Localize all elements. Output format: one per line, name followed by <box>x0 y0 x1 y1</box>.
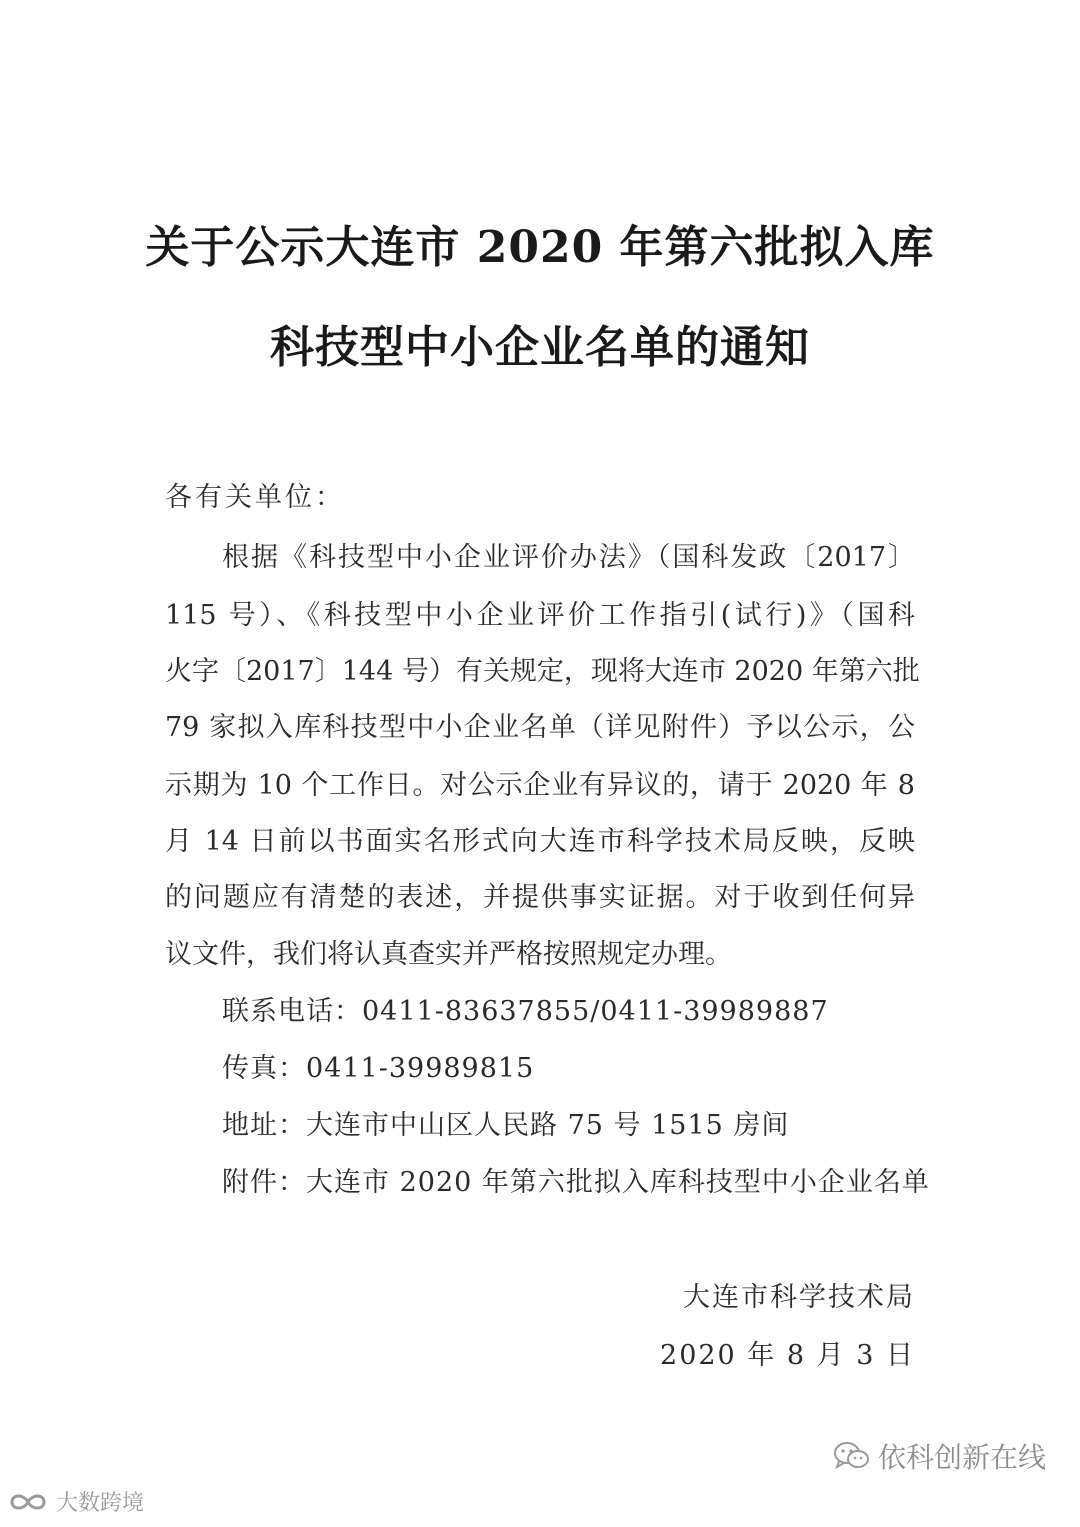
attachment-note: 附件：大连市 2020 年第六批拟入库科技型中小企业名单 <box>222 1167 930 1198</box>
body-line: 月 14 日前以书面实名形式向大连市科学技术局反映，反映 <box>165 826 915 857</box>
issue-date: 2020 年 8 月 3 日 <box>660 1340 915 1371</box>
watermark-brand-text: 大数跨境 <box>56 1491 145 1516</box>
contact-address: 地址：大连市中山区人民路 75 号 1515 房间 <box>222 1110 790 1141</box>
salutation: 各有关单位： <box>165 482 345 513</box>
body-line: 根据《科技型中小企业评价办法》（国科发政〔2017〕 <box>222 542 915 573</box>
wechat-watermark <box>832 1436 1046 1476</box>
issuer-signature: 大连市科学技术局 <box>683 1282 915 1313</box>
contact-phone: 联系电话：0411-83637855/0411-39989887 <box>222 996 829 1027</box>
body-line: 79 家拟入库科技型中小企业名单（详见附件）予以公示，公 <box>165 712 915 743</box>
body-line: 议文件，我们将认真查实并严格按照规定办理。 <box>165 939 732 970</box>
body-line: 示期为 10 个工作日。对公示企业有异议的，请于 2020 年 8 <box>165 770 915 801</box>
infinity-logo-icon <box>6 1489 50 1515</box>
document-title-line-1: 关于公示大连市 2020 年第六批拟入库 <box>145 222 935 273</box>
document-title-line-2: 科技型中小企业名单的通知 <box>270 322 810 373</box>
wechat-account-name: 依科创新在线 <box>877 1441 1046 1474</box>
contact-fax: 传真：0411-39989815 <box>222 1053 535 1084</box>
corner-watermark <box>6 1486 144 1517</box>
body-line: 火字〔2017〕144 号）有关规定，现将大连市 2020 年第六批 <box>165 656 920 687</box>
wechat-icon <box>832 1440 872 1472</box>
body-line: 的问题应有清楚的表述，并提供事实证据。对于收到任何异 <box>165 882 915 913</box>
body-line: 115 号）、《科技型中小企业评价工作指引(试行)》（国科 <box>165 600 915 631</box>
